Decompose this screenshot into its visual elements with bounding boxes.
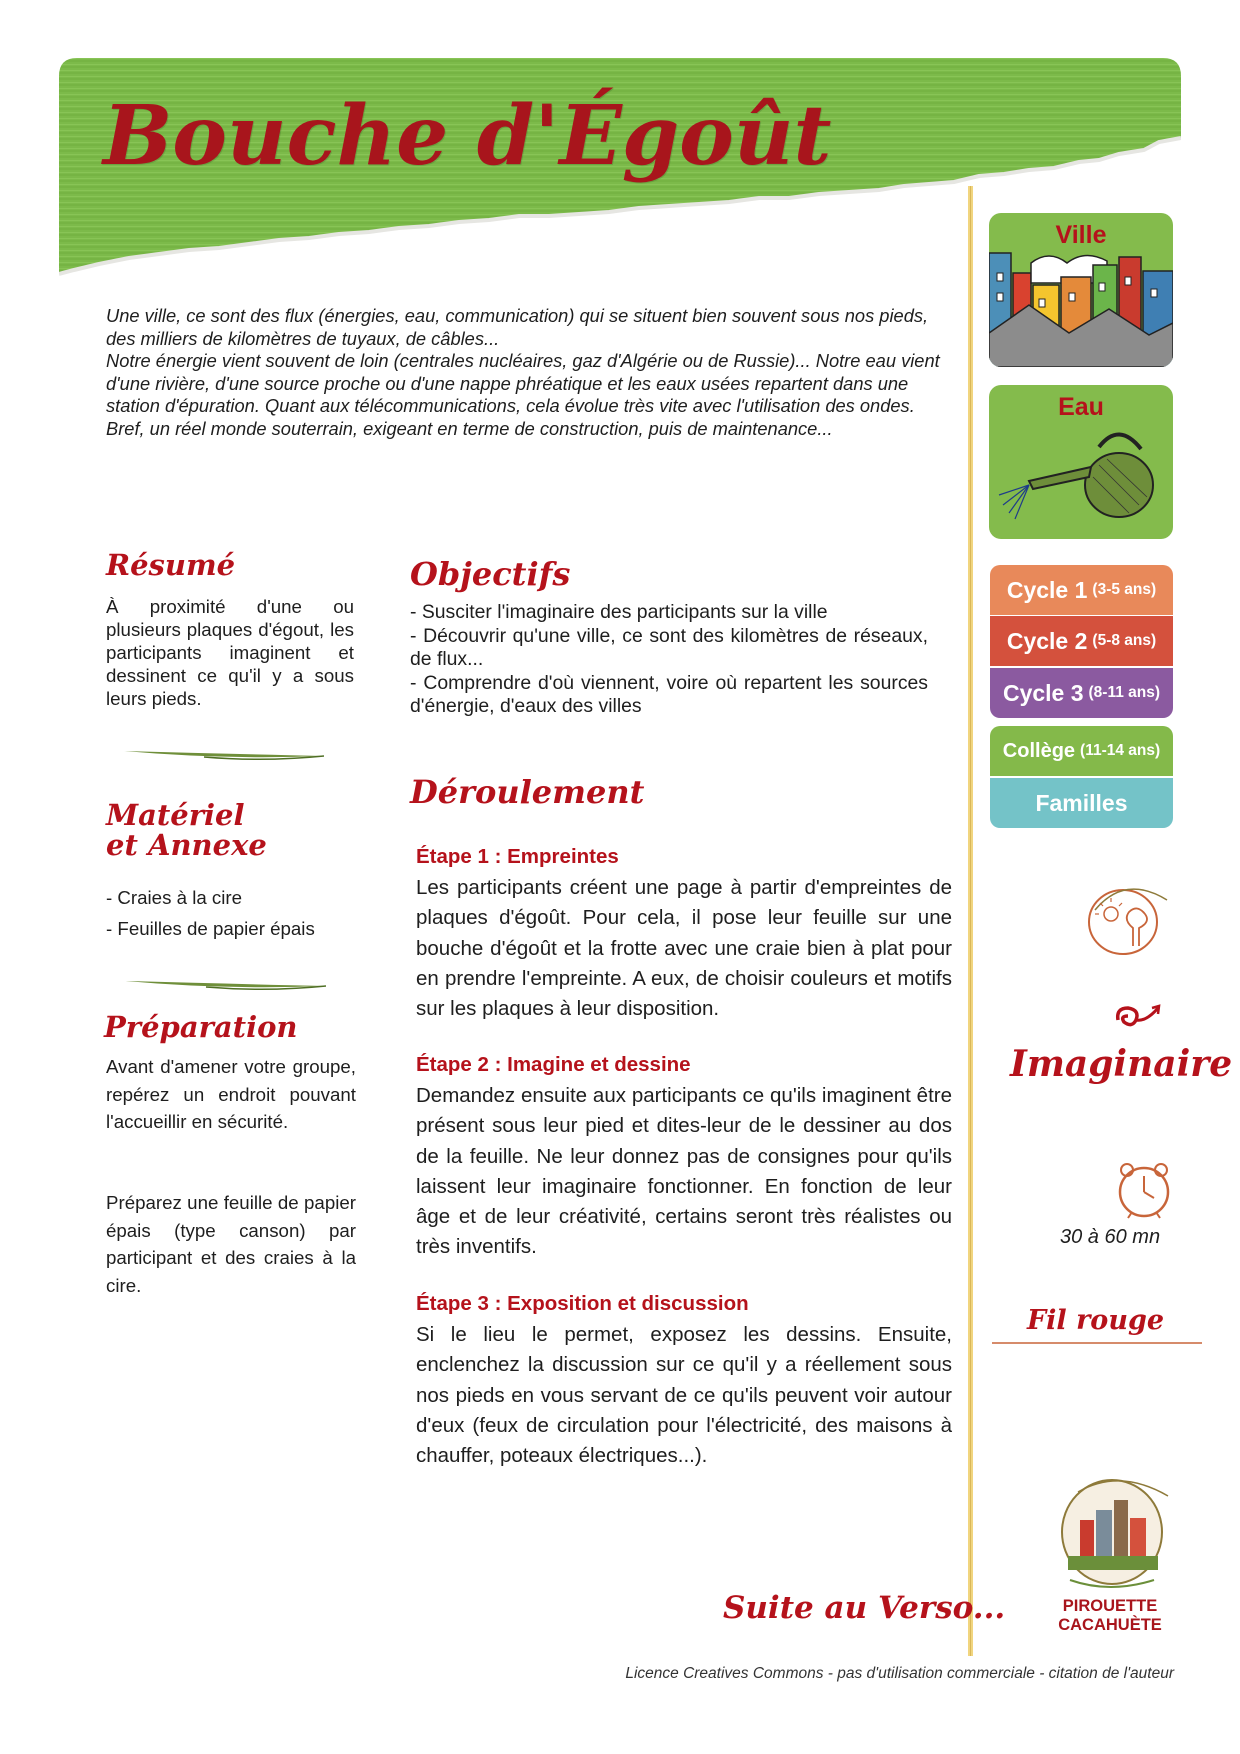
list-item: - Découvrir qu'une ville, ce sont des kilomètres de réseaux, de flux... (410, 624, 928, 670)
level-label: Familles (1035, 789, 1128, 816)
category-label: Imaginaire (1010, 1043, 1233, 1085)
brand-name (1058, 1597, 1162, 1635)
step-3-title: Étape 3 : Exposition et discussion (416, 1292, 749, 1315)
page-title: Bouche d'Égoût (103, 88, 832, 184)
tree-sun-icon (1075, 880, 1175, 960)
level-familles (990, 778, 1173, 828)
materiel-list (106, 882, 315, 944)
list-item: - Craies à la cire (106, 887, 243, 908)
intro-paragraph: Une ville, ce sont des flux (énergies, eau, communication) qui se situent bien souvent sous nos pieds, des milliers de kilomètres de tuyaux, de câbles... (106, 305, 929, 349)
objectifs-list (410, 601, 928, 719)
theme-label: Eau (1058, 393, 1104, 421)
materiel-heading-line1: Matériel (106, 798, 245, 832)
step-1-text: Les participants créent une page à partir d'empreintes de plaques d'égoût. Pour cela, il pose leur feuille sur une bouche d'égoût et la frotte avec une craie bien à plat pour en prendre l'empreinte. A eux, de choisir couleurs et motifs sur les plaques à leur disposition. (416, 876, 952, 1021)
objectifs-heading: Objectifs (410, 555, 571, 593)
intro-paragraph: Notre énergie vient souvent de loin (centrales nucléaires, gaz d'Algérie ou de Russie)... Notre eau vient d'une rivière, d'une source proche ou d'une nappe phréatique et les eaux usées repartent dans une station d'épuration. Quant aux télécommunications, cela évolue très vite avec l'utilisation des ondes. (106, 350, 940, 417)
level-age: (5-8 ans) (1092, 632, 1157, 649)
step-3-text: Si le lieu le permet, exposez les dessins. Ensuite, enclenchez la discussion sur ce qu'il y a réellement sous nos pieds en vous servant de ce qu'ils peuvent voir autour d'eux (feux de circulation pour l'électricité, des maisons à chauffer, poteaux électriques...). (416, 1323, 952, 1468)
straw-divider (967, 186, 975, 1656)
list-item: - Susciter l'imaginaire des participants sur la ville (410, 601, 828, 623)
resume-text: À proximité d'une ou plusieurs plaques d'égout, les participants imaginent et dessinent ce qu'il y a sous leurs pieds. (106, 596, 354, 709)
fil-rouge-label: Fil rouge (1027, 1305, 1165, 1336)
step-2-text: Demandez ensuite aux participants ce qu'ils imaginent être présent sous leur pied et dites-leur de le dessiner au dos de la feuille. Ne leur donnez pas de consignes pour qu'ils laissent leur imaginaire fonctionner. En fonction de leur âge et de leur créativité, certains seront très réalistes ou très inventifs. (416, 1084, 952, 1259)
level-label: Cycle 2 (1006, 627, 1088, 654)
grass-divider (124, 748, 324, 764)
step-2-title: Étape 2 : Imagine et dessine (416, 1053, 691, 1076)
pirouette-cacahuete-logo (1050, 1470, 1180, 1600)
watering-can-icon (989, 385, 1173, 539)
step-1-title: Étape 1 : Empreintes (416, 845, 619, 868)
preparation-heading: Préparation (104, 1010, 298, 1044)
clock-icon (1114, 1158, 1174, 1222)
fil-rouge-line (992, 1340, 1202, 1346)
level-cycle-2 (990, 616, 1173, 666)
level-cycle-1 (990, 565, 1173, 615)
resume-heading: Résumé (106, 548, 236, 582)
deroulement-heading: Déroulement (410, 773, 645, 811)
theme-card-eau (989, 385, 1173, 539)
brand-line: PIROUETTE (1062, 1597, 1158, 1615)
level-label: Collège (1002, 739, 1076, 762)
city-illustration-icon (989, 213, 1173, 367)
theme-card-ville (989, 213, 1173, 367)
spiral-arrow-icon (1112, 1000, 1164, 1036)
preparation-text-2: Préparez une feuille de papier épais (type canson) par participant et des craies à la cire. (106, 1192, 356, 1296)
materiel-heading-line2: et Annexe (106, 828, 267, 862)
licence-text: Licence Creatives Commons - pas d'utilisation commerciale - citation de l'auteur (625, 1665, 1174, 1682)
level-college (990, 726, 1173, 776)
materiel-heading (106, 800, 267, 860)
intro-text (106, 305, 958, 441)
level-label: Cycle 1 (1006, 576, 1088, 603)
list-item: - Comprendre d'où viennent, voire où repartent les sources d'énergie, d'eaux des villes (410, 671, 928, 717)
level-age: (3-5 ans) (1092, 581, 1157, 598)
list-item: - Feuilles de papier épais (106, 918, 315, 939)
grass-divider (126, 978, 326, 994)
level-label: Cycle 3 (1002, 679, 1084, 706)
brand-line: CACAHUÈTE (1058, 1616, 1162, 1634)
level-cycle-3 (990, 668, 1173, 718)
preparation-text-1: Avant d'amener votre groupe, repérez un endroit pouvant l'accueillir en sécurité. (106, 1056, 356, 1132)
duration-text: 30 à 60 mn (1060, 1226, 1161, 1248)
theme-label: Ville (1055, 221, 1107, 249)
level-age: (11-14 ans) (1080, 742, 1161, 759)
intro-paragraph: Bref, un réel monde souterrain, exigeant en terme de construction, puis de maintenance... (106, 417, 833, 439)
suite-au-verso: Suite au Verso... (723, 1590, 1006, 1626)
level-age: (8-11 ans) (1088, 684, 1161, 701)
